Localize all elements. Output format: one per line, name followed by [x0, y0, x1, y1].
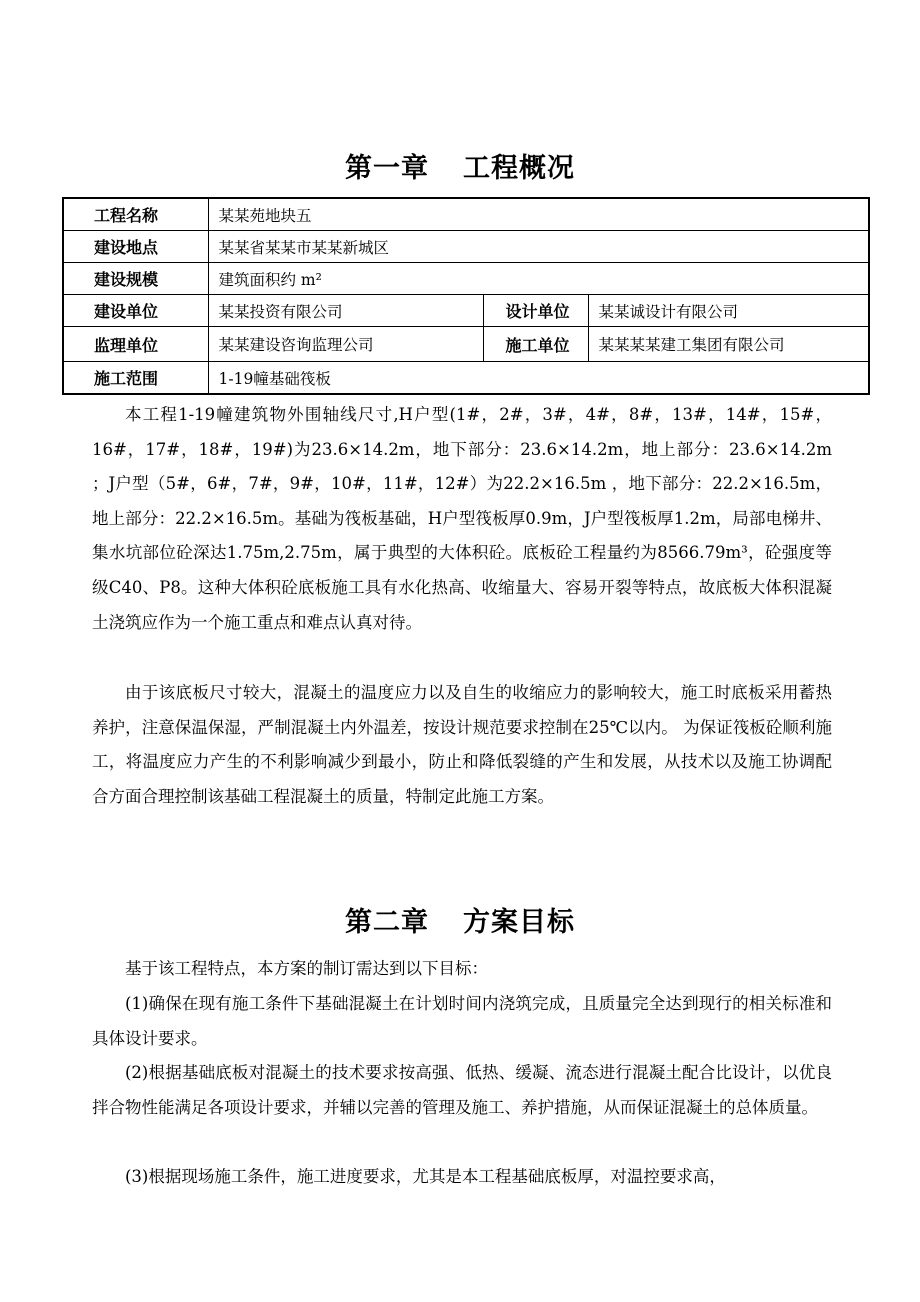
scale-value: 建筑面积约 m²	[208, 263, 869, 295]
supervisor-value: 某某建设咨询监理公司	[208, 327, 483, 362]
table-row	[63, 295, 869, 327]
chapter-2-title: 方案目标	[463, 907, 575, 938]
supervisor-label: 监理单位	[63, 327, 208, 362]
builder-value: 某某投资有限公司	[208, 295, 483, 327]
chapter-1-number: 第一章	[345, 153, 429, 184]
designer-value: 某某诚设计有限公司	[588, 295, 869, 327]
contractor-value: 某某某某建工集团有限公司	[588, 327, 869, 362]
table-row	[63, 362, 869, 395]
goal-1: (1)确保在现有施工条件下基础混凝土在计划时间内浇筑完成，且质量完全达到现行的相关标准和具体设计要求。	[92, 994, 832, 1048]
chapter-2-number: 第二章	[345, 907, 429, 938]
scope-label: 施工范围	[63, 362, 208, 395]
scope-value: 1-19幢基础筏板	[208, 362, 869, 395]
chapter-1-title: 工程概况	[463, 153, 575, 184]
designer-label: 设计单位	[483, 295, 588, 327]
table-row	[63, 198, 869, 231]
table-row	[63, 263, 869, 295]
scale-label: 建设规模	[63, 263, 208, 295]
intro-paragraph-2: 由于该底板尺寸较大，混凝土的温度应力以及自生的收缩应力的影响较大，施工时底板采用蓄热养护，注意保温保湿，严制混凝土内外温差，按设计规范要求控制在25℃以内。 为保证筏板砼顺利施工，将温度应力产生的不利影响减少到最小，防止和降低裂缝的产生和发展，从技术以及施工协调配合方面合理控制该基础工程混凝土的质量，特制定此施工方案。	[92, 683, 832, 806]
intro-paragraph-1: 本工程1-19幢建筑物外围轴线尺寸,H户型(1#，2#，3#，4#，8#，13#，14#，15#，16#，17#，18#，19#)为23.6×14.2m，地下部分：23.6×14.2m，地上部分：23.6×14.2m ；J户型（5#，6#，7#，9#，10#，11#，12#）为22.2×16.5m ，地下部分：22.2×16.5m，地上部分：22.2×16.5m。基础为筏板基础，H户型筏板厚0.9m，J户型筏板厚1.2m，局部电梯井、集水坑部位砼深达1.75m,2.75m，属于典型的大体积砼。底板砼工程量约为8566.79m³，砼强度等级C40、P8。这种大体积砼底板施工具有水化热高、收缩量大、容易开裂等特点，故底板大体积混凝土浇筑应作为一个施工重点和难点认真对待。	[92, 405, 832, 632]
chapter-1-heading	[0, 146, 920, 185]
builder-label: 建设单位	[63, 295, 208, 327]
contractor-label: 施工单位	[483, 327, 588, 362]
chapter-2-heading	[0, 900, 920, 939]
table-row	[63, 327, 869, 362]
location-label: 建设地点	[63, 231, 208, 263]
project-overview-table	[62, 197, 870, 395]
goal-2: (2)根据基础底板对混凝土的技术要求按高强、低热、缓凝、流态进行混凝土配合比设计，以优良拌合物性能满足各项设计要求，并辅以完善的管理及施工、养护措施，从而保证混凝土的总体质量。	[92, 1063, 832, 1117]
goals-intro: 基于该工程特点，本方案的制订需达到以下目标：	[125, 959, 488, 978]
location-value: 某某省某某市某某新城区	[208, 231, 869, 263]
table-row	[63, 231, 869, 263]
project-name-label: 工程名称	[63, 198, 208, 231]
project-name-value: 某某苑地块五	[208, 198, 869, 231]
goal-3: (3)根据现场施工条件，施工进度要求，尤其是本工程基础底板厚，对温控要求高，	[125, 1167, 726, 1186]
